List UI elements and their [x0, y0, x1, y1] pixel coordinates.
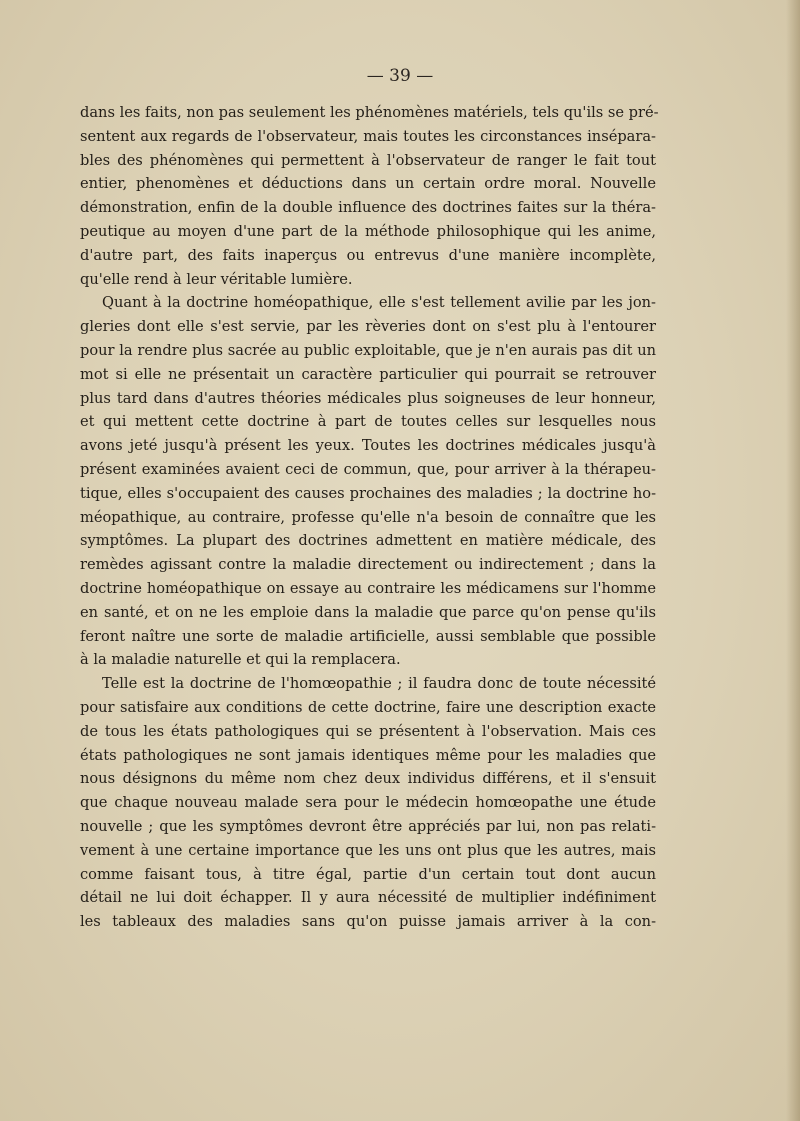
text-line: détail ne lui doit échapper. Il y aura nécessité de multiplier indéfiniment — [80, 889, 656, 907]
text-line: les tableaux des maladies sans qu'on puisse jamais arriver à la con- — [80, 913, 656, 931]
text-line: doctrine homéopathique on essaye au contraire les médicamens sur l'homme — [80, 579, 656, 597]
text-line: états pathologiques ne sont jamais identiques même pour les maladies que — [80, 746, 656, 764]
text-line: vement à une certaine importance que les uns ont plus que les autres, mais — [80, 841, 656, 859]
text-line: et qui mettent cette doctrine à part de toutes celles sur lesquelles nous — [80, 413, 656, 431]
text-line: Telle est la doctrine de l'homœopathie ; il faudra donc de toute nécessité — [102, 675, 656, 693]
text-line: avons jeté jusqu'à présent les yeux. Toutes les doctrines médicales jusqu'à — [80, 437, 656, 455]
text-line: remèdes agissant contre la maladie directement ou indirectement ; dans la — [80, 556, 656, 574]
text-line: en santé, et on ne les emploie dans la maladie que parce qu'on pense qu'ils — [80, 603, 656, 621]
text-line: pour la rendre plus sacrée au public exploitable, que je n'en aurais pas dit un — [80, 341, 656, 359]
text-line: plus tard dans d'autres théories médicales plus soigneuses de leur honneur, — [80, 389, 656, 407]
text-line: bles des phénomènes qui permettent à l'observateur de ranger le fait tout — [80, 151, 656, 169]
text-line: mot si elle ne présentait un caractère particulier qui pourrait se retrouver — [80, 365, 656, 383]
text-line: pour satisfaire aux conditions de cette doctrine, faire une description exacte — [80, 698, 656, 716]
text-line: qu'elle rend à leur véritable lumière. — [80, 270, 353, 288]
text-line: que chaque nouveau malade sera pour le médecin homœopathe une étude — [80, 794, 656, 812]
text-line: tique, elles s'occupaient des causes prochaines des maladies ; la doctrine ho- — [80, 484, 656, 502]
body-text — [80, 101, 659, 934]
text-line: gleries dont elle s'est servie, par les rèveries dont on s'est plu à l'entourer — [80, 318, 656, 336]
text-line: présent examinées avaient ceci de commun, que, pour arriver à la thérapeu- — [80, 460, 656, 478]
text-line: d'autre part, des faits inaperçus ou entrevus d'une manière incomplète, — [80, 246, 656, 264]
text-line: à la maladie naturelle et qui la remplacera. — [80, 651, 401, 669]
page-number: — 39 — — [366, 66, 434, 86]
text-line: nouvelle ; que les symptômes devront être appréciés par lui, non pas relati- — [80, 817, 656, 835]
text-line: de tous les états pathologiques qui se présentent à l'observation. Mais ces — [80, 722, 656, 740]
text-line: symptômes. La plupart des doctrines admettent en matière médicale, des — [80, 532, 656, 550]
text-line: nous désignons du même nom chez deux individus différens, et il s'ensuit — [80, 770, 656, 788]
text-line: peutique au moyen d'une part de la méthode philosophique qui les anime, — [80, 222, 656, 240]
page-edge-shadow — [786, 0, 800, 1121]
text-line: dans les faits, non pas seulement les phénomènes matériels, tels qu'ils se pré- — [80, 104, 659, 121]
text-line: sentent aux regards de l'observateur, mais toutes les circonstances insépara- — [80, 127, 656, 145]
text-line: feront naître une sorte de maladie artificielle, aussi semblable que possible — [80, 627, 656, 645]
text-line: Quant à la doctrine homéopathique, elle s'est tellement avilie par les jon- — [102, 294, 656, 312]
text-line: méopathique, au contraire, professe qu'elle n'a besoin de connaître que les — [80, 508, 656, 526]
text-line: démonstration, enfin de la double influence des doctrines faites sur la théra- — [80, 199, 656, 217]
text-line: comme faisant tous, à titre égal, partie d'un certain tout dont aucun — [80, 865, 656, 883]
text-line: entier, phenomènes et déductions dans un certain ordre moral. Nouvelle — [80, 175, 656, 193]
